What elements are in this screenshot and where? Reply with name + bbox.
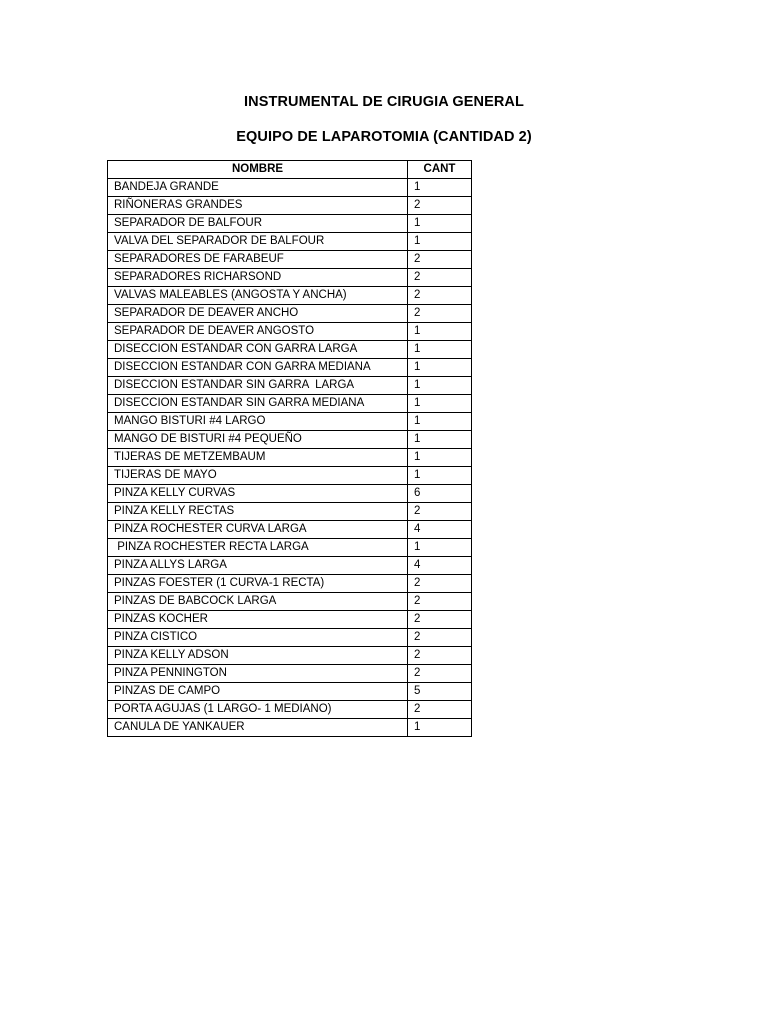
instrument-quantity: 1 (408, 467, 472, 485)
instrument-name: DISECCION ESTANDAR CON GARRA LARGA (108, 341, 408, 359)
table-row (108, 521, 472, 539)
document-subtitle: EQUIPO DE LAPAROTOMIA (CANTIDAD 2) (236, 129, 532, 145)
instrument-quantity: 1 (408, 719, 472, 737)
instrument-quantity: 2 (408, 647, 472, 665)
table-header-row (108, 161, 472, 179)
instrument-name: PORTA AGUJAS (1 LARGO- 1 MEDIANO) (108, 701, 408, 719)
instrument-quantity: 2 (408, 287, 472, 305)
instrument-name: PINZA ROCHESTER CURVA LARGA (108, 521, 408, 539)
instrument-quantity: 2 (408, 575, 472, 593)
instrument-name: DISECCION ESTANDAR SIN GARRA LARGA (108, 377, 408, 395)
instrument-name: VALVAS MALEABLES (ANGOSTA Y ANCHA) (108, 287, 408, 305)
instrument-quantity: 2 (408, 251, 472, 269)
table-row (108, 305, 472, 323)
instrument-name: PINZA ALLYS LARGA (108, 557, 408, 575)
instrument-name: MANGO BISTURI #4 LARGO (108, 413, 408, 431)
instrument-quantity: 2 (408, 305, 472, 323)
instrument-quantity: 1 (408, 413, 472, 431)
instrument-quantity: 1 (408, 539, 472, 557)
table-row (108, 179, 472, 197)
table-row (108, 683, 472, 701)
table-row (108, 197, 472, 215)
instrument-quantity: 6 (408, 485, 472, 503)
table-row (108, 719, 472, 737)
table-row (108, 647, 472, 665)
instrument-quantity: 5 (408, 683, 472, 701)
table-row (108, 323, 472, 341)
instrument-quantity: 4 (408, 521, 472, 539)
instrument-name: PINZA CISTICO (108, 629, 408, 647)
instrument-name: PINZAS KOCHER (108, 611, 408, 629)
instrument-name: SEPARADOR DE DEAVER ANGOSTO (108, 323, 408, 341)
instrument-name: SEPARADOR DE DEAVER ANCHO (108, 305, 408, 323)
table-row (108, 431, 472, 449)
table-row (108, 665, 472, 683)
table-row (108, 215, 472, 233)
table-row (108, 377, 472, 395)
instrument-quantity: 2 (408, 503, 472, 521)
instrument-quantity: 2 (408, 665, 472, 683)
table-row (108, 359, 472, 377)
instrument-name: MANGO DE BISTURI #4 PEQUEÑO (108, 431, 408, 449)
instrument-name: BANDEJA GRANDE (108, 179, 408, 197)
instrument-name: CANULA DE YANKAUER (108, 719, 408, 737)
instrument-quantity: 1 (408, 359, 472, 377)
instrument-name: PINZA KELLY ADSON (108, 647, 408, 665)
header-name: NOMBRE (108, 161, 408, 179)
instrument-name: TIJERAS DE METZEMBAUM (108, 449, 408, 467)
table-row (108, 539, 472, 557)
table-row (108, 269, 472, 287)
instrument-quantity: 1 (408, 395, 472, 413)
instrument-name: TIJERAS DE MAYO (108, 467, 408, 485)
instrument-quantity: 2 (408, 593, 472, 611)
table-row (108, 233, 472, 251)
instrument-quantity: 2 (408, 629, 472, 647)
table-row (108, 341, 472, 359)
instrument-quantity: 1 (408, 431, 472, 449)
document-title: INSTRUMENTAL DE CIRUGIA GENERAL (244, 94, 524, 110)
instrument-name: PINZA PENNINGTON (108, 665, 408, 683)
table-body (108, 179, 472, 737)
table-row (108, 557, 472, 575)
instrument-name: RIÑONERAS GRANDES (108, 197, 408, 215)
table-row (108, 395, 472, 413)
instrument-quantity: 1 (408, 215, 472, 233)
header-qty: CANT (408, 161, 472, 179)
table-row (108, 413, 472, 431)
instrument-name: PINZA KELLY RECTAS (108, 503, 408, 521)
instrument-name: SEPARADORES DE FARABEUF (108, 251, 408, 269)
table-row (108, 701, 472, 719)
instrument-name: SEPARADORES RICHARSOND (108, 269, 408, 287)
table-row (108, 575, 472, 593)
instrument-quantity: 1 (408, 341, 472, 359)
instrument-quantity: 2 (408, 269, 472, 287)
table-row (108, 287, 472, 305)
table-row (108, 593, 472, 611)
instrument-quantity: 2 (408, 197, 472, 215)
instrument-table (107, 160, 472, 737)
instrument-quantity: 1 (408, 449, 472, 467)
instrument-name: VALVA DEL SEPARADOR DE BALFOUR (108, 233, 408, 251)
instrument-quantity: 1 (408, 323, 472, 341)
instrument-name: SEPARADOR DE BALFOUR (108, 215, 408, 233)
instrument-quantity: 1 (408, 377, 472, 395)
instrument-quantity: 2 (408, 611, 472, 629)
table-row (108, 449, 472, 467)
table-row (108, 485, 472, 503)
table-row (108, 503, 472, 521)
instrument-name: PINZAS DE CAMPO (108, 683, 408, 701)
instrument-quantity: 1 (408, 179, 472, 197)
instrument-quantity: 1 (408, 233, 472, 251)
table-row (108, 251, 472, 269)
instrument-quantity: 4 (408, 557, 472, 575)
instrument-name: PINZAS FOESTER (1 CURVA-1 RECTA) (108, 575, 408, 593)
instrument-name: PINZA KELLY CURVAS (108, 485, 408, 503)
table-row (108, 629, 472, 647)
instrument-name: DISECCION ESTANDAR SIN GARRA MEDIANA (108, 395, 408, 413)
table-row (108, 467, 472, 485)
instrument-name: PINZAS DE BABCOCK LARGA (108, 593, 408, 611)
instrument-name: DISECCION ESTANDAR CON GARRA MEDIANA (108, 359, 408, 377)
instrument-name: PINZA ROCHESTER RECTA LARGA (108, 539, 408, 557)
table-row (108, 611, 472, 629)
instrument-quantity: 2 (408, 701, 472, 719)
